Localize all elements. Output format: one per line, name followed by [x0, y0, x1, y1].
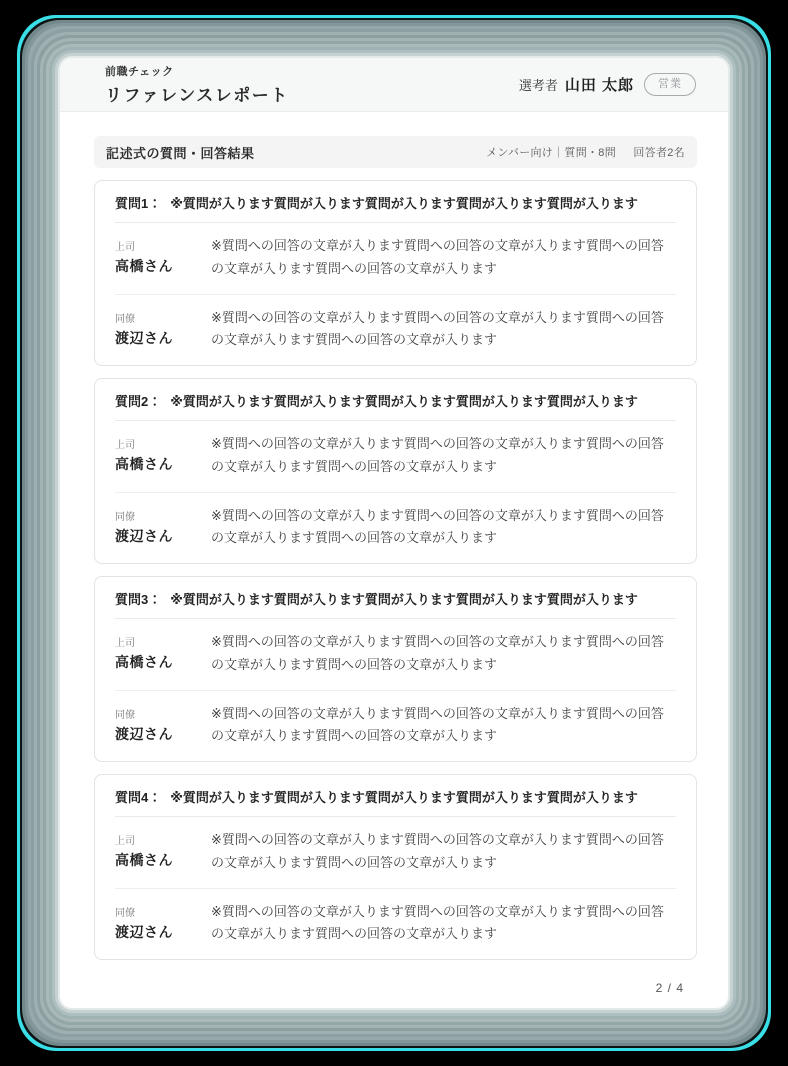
respondent-column	[115, 433, 211, 479]
section-meta	[486, 144, 685, 160]
answer-text: ※質問への回答の文章が入ります質問への回答の文章が入ります質問への回答の文章が入ります質問への回答の文章が入ります	[211, 705, 664, 744]
answer-row	[115, 421, 676, 492]
candidate-info	[519, 73, 696, 95]
answer-text: ※質問への回答の文章が入ります質問への回答の文章が入ります質問への回答の文章が入ります質問への回答の文章が入ります	[211, 903, 664, 942]
answer-text: ※質問への回答の文章が入ります質問への回答の文章が入ります質問への回答の文章が入ります質問への回答の文章が入ります	[211, 507, 664, 546]
report-title: リファレンスレポート	[105, 86, 289, 105]
answer-row	[115, 817, 676, 888]
respondent-name: 渡辺さん	[115, 329, 173, 346]
candidate-label: 選考者	[518, 77, 558, 93]
respondent-column	[115, 631, 211, 677]
respondent-column	[115, 505, 211, 551]
section-header	[94, 136, 697, 168]
question-card	[94, 576, 697, 762]
report-subtitle: 前職チェック	[105, 66, 174, 78]
answer-text: ※質問への回答の文章が入ります質問への回答の文章が入ります質問への回答の文章が入ります質問への回答の文章が入ります	[211, 238, 664, 276]
respondent-column	[115, 307, 211, 353]
report-page	[60, 58, 728, 1008]
question-card	[94, 774, 697, 960]
respondent-role: 上司	[115, 242, 135, 253]
respondent-name: 高橋さん	[115, 654, 173, 670]
question-card	[94, 180, 697, 366]
question-header	[115, 181, 676, 223]
question-text: ※質問が入ります質問が入ります質問が入ります質問が入ります質問が入ります	[170, 196, 638, 211]
report-content	[60, 112, 728, 995]
question-header	[115, 775, 676, 817]
candidate-name: 山田 太郎	[564, 76, 634, 94]
respondent-role: 上司	[115, 638, 135, 649]
respondent-name: 高橋さん	[115, 456, 173, 472]
answer-row	[115, 619, 676, 690]
respondent-name: 渡辺さん	[115, 725, 173, 742]
respondent-name: 高橋さん	[115, 258, 173, 274]
question-label: 質問2：	[115, 394, 162, 409]
answer-row	[115, 492, 676, 564]
report-header	[60, 58, 728, 112]
question-card	[94, 378, 697, 564]
candidate-role-badge: 営業	[644, 73, 696, 95]
respondent-role: 上司	[115, 836, 135, 847]
answer-row	[115, 888, 676, 960]
respondent-column	[115, 703, 211, 749]
respondent-role: 上司	[115, 440, 135, 451]
respondent-column	[115, 829, 211, 875]
question-label: 質問4：	[115, 790, 162, 805]
answer-text: ※質問への回答の文章が入ります質問への回答の文章が入ります質問への回答の文章が入ります質問への回答の文章が入ります	[211, 634, 664, 672]
answer-row	[115, 223, 676, 294]
answer-row	[115, 294, 676, 366]
question-header	[115, 379, 676, 421]
page-number: 2 / 4	[655, 981, 684, 995]
respondent-column	[115, 235, 211, 281]
respondent-role: 同僚	[115, 511, 135, 523]
respondent-role: 同僚	[115, 907, 135, 919]
answer-text: ※質問への回答の文章が入ります質問への回答の文章が入ります質問への回答の文章が入ります質問への回答の文章が入ります	[211, 832, 664, 870]
section-title: 記述式の質問・回答結果	[106, 145, 255, 161]
question-label: 質問1：	[115, 196, 162, 211]
respondent-column	[115, 901, 211, 947]
section-meta-respondents: 回答者2名	[633, 147, 685, 159]
respondent-name: 高橋さん	[115, 852, 173, 868]
section-meta-audience: メンバー向け｜質問・8問	[486, 147, 617, 159]
question-list	[94, 180, 697, 960]
respondent-name: 渡辺さん	[115, 923, 173, 940]
answer-text: ※質問への回答の文章が入ります質問への回答の文章が入ります質問への回答の文章が入ります質問への回答の文章が入ります	[211, 436, 664, 474]
question-text: ※質問が入ります質問が入ります質問が入ります質問が入ります質問が入ります	[170, 790, 638, 805]
answer-row	[115, 690, 676, 762]
answer-text: ※質問への回答の文章が入ります質問への回答の文章が入ります質問への回答の文章が入ります質問への回答の文章が入ります	[211, 309, 664, 348]
question-header	[115, 577, 676, 619]
respondent-role: 同僚	[115, 709, 135, 721]
question-text: ※質問が入ります質問が入ります質問が入ります質問が入ります質問が入ります	[170, 394, 638, 409]
question-label: 質問3：	[115, 592, 162, 607]
respondent-role: 同僚	[115, 313, 135, 325]
report-title-group	[105, 63, 289, 106]
question-text: ※質問が入ります質問が入ります質問が入ります質問が入ります質問が入ります	[170, 592, 638, 607]
respondent-name: 渡辺さん	[115, 527, 173, 544]
